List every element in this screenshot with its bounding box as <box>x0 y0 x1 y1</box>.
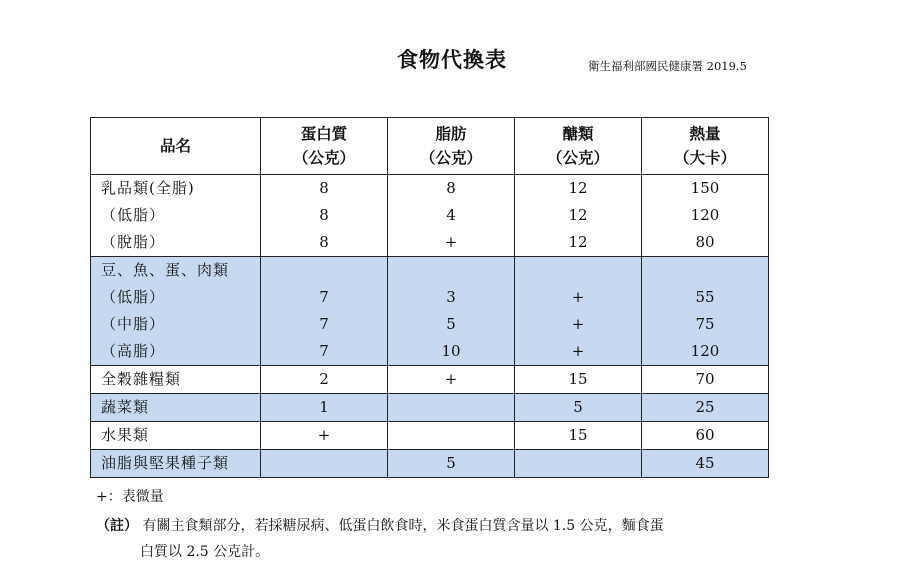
table-row <box>91 284 769 311</box>
header-label: 品名 <box>159 136 191 155</box>
header-label: 熱量 <box>689 124 721 143</box>
cell-protein <box>261 257 388 285</box>
cell-carb: 5 <box>515 394 642 422</box>
remark-tag: （註） <box>96 518 138 534</box>
cell-fat <box>388 257 515 285</box>
cell-fat <box>388 422 515 450</box>
remark-text: 有關主食類部分，若採糖尿病、低蛋白飲食時，米食蛋白質含量以 1.5 公克，麵食蛋 <box>142 518 664 534</box>
cell-fat: + <box>388 229 515 257</box>
table-row <box>91 366 769 394</box>
cell-kcal: 70 <box>642 366 769 394</box>
table-row <box>91 229 769 257</box>
cell-name: 油脂與堅果種子類 <box>91 450 261 478</box>
table-row <box>91 422 769 450</box>
cell-name: 水果類 <box>91 422 261 450</box>
cell-protein: 2 <box>261 366 388 394</box>
cell-fat: 5 <box>388 311 515 338</box>
cell-name: （高脂） <box>91 338 261 366</box>
cell-protein: 1 <box>261 394 388 422</box>
header-unit: （公克） <box>292 148 355 167</box>
header-label: 蛋白質 <box>300 124 348 143</box>
header-cell-protein <box>261 118 388 175</box>
cell-name: 乳品類(全脂) <box>91 175 261 203</box>
cell-kcal: 120 <box>642 202 769 229</box>
cell-kcal: 45 <box>642 450 769 478</box>
header-cell-name <box>91 118 261 175</box>
food-group <box>91 366 769 394</box>
cell-name: （中脂） <box>91 311 261 338</box>
cell-name: 全穀雜糧類 <box>91 366 261 394</box>
cell-protein: 7 <box>261 311 388 338</box>
header-cell-kcal <box>642 118 769 175</box>
cell-protein: 8 <box>261 229 388 257</box>
cell-name: （低脂） <box>91 202 261 229</box>
cell-protein: 7 <box>261 338 388 366</box>
food-exchange-table <box>90 117 769 478</box>
remark-note-continued: 白質以 2.5 公克計。 <box>140 544 270 560</box>
header-unit: （公克） <box>546 148 609 167</box>
cell-fat: 4 <box>388 202 515 229</box>
table-row <box>91 202 769 229</box>
source-attribution: 衛生福利部國民健康署 2019.5 <box>588 59 747 73</box>
cell-carb: 12 <box>515 175 642 203</box>
cell-kcal: 55 <box>642 284 769 311</box>
table-row <box>91 394 769 422</box>
cell-name: 蔬菜類 <box>91 394 261 422</box>
cell-fat: 5 <box>388 450 515 478</box>
header-unit: （大卡） <box>673 148 736 167</box>
cell-carb: 15 <box>515 366 642 394</box>
cell-carb <box>515 257 642 285</box>
cell-kcal: 60 <box>642 422 769 450</box>
cell-fat: 10 <box>388 338 515 366</box>
table-row <box>91 175 769 203</box>
header-row <box>91 118 769 175</box>
trace-note: +：表微量 <box>96 489 164 505</box>
cell-fat: 3 <box>388 284 515 311</box>
cell-kcal <box>642 257 769 285</box>
cell-carb: 12 <box>515 202 642 229</box>
header-label: 脂肪 <box>435 124 467 143</box>
cell-name: （低脂） <box>91 284 261 311</box>
cell-name: 豆、魚、蛋、肉類 <box>91 257 261 285</box>
food-group <box>91 450 769 478</box>
table-header <box>91 118 769 175</box>
table-row <box>91 450 769 478</box>
cell-protein: 7 <box>261 284 388 311</box>
cell-carb <box>515 450 642 478</box>
header-unit: （公克） <box>419 148 482 167</box>
cell-protein: + <box>261 422 388 450</box>
cell-protein: 8 <box>261 202 388 229</box>
cell-kcal: 150 <box>642 175 769 203</box>
cell-carb: + <box>515 338 642 366</box>
cell-kcal: 75 <box>642 311 769 338</box>
food-group <box>91 422 769 450</box>
cell-name: （脫脂） <box>91 229 261 257</box>
cell-fat <box>388 394 515 422</box>
cell-carb: 15 <box>515 422 642 450</box>
cell-carb: 12 <box>515 229 642 257</box>
table-row <box>91 257 769 285</box>
cell-fat: + <box>388 366 515 394</box>
cell-kcal: 120 <box>642 338 769 366</box>
food-group <box>91 394 769 422</box>
cell-protein <box>261 450 388 478</box>
cell-carb: + <box>515 311 642 338</box>
page-title: 食物代換表 <box>397 47 507 72</box>
food-group <box>91 257 769 366</box>
table-row <box>91 338 769 366</box>
header-cell-carb <box>515 118 642 175</box>
cell-fat: 8 <box>388 175 515 203</box>
header-cell-fat <box>388 118 515 175</box>
food-group <box>91 175 769 257</box>
cell-kcal: 80 <box>642 229 769 257</box>
cell-carb: + <box>515 284 642 311</box>
cell-kcal: 25 <box>642 394 769 422</box>
header-label: 醣類 <box>562 124 594 143</box>
cell-protein: 8 <box>261 175 388 203</box>
remark-note <box>96 515 664 535</box>
table-row <box>91 311 769 338</box>
